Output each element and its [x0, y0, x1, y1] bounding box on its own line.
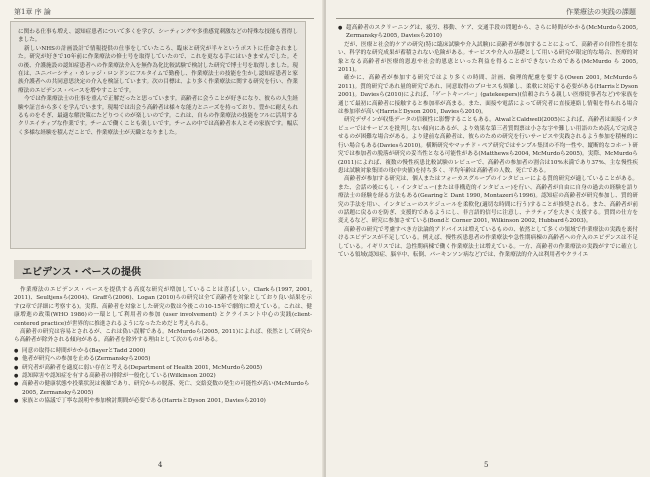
body-paragraph: 確かに、高齢者が参加する研究ではより多くの時間、計画、倫理的配慮を要する(Owen 2001, McMurdoら2011)。質的研究であれ量的研究であれ、同意取得のプロセスも煩雑し、柔軟に対応する必要がある(HarrisとDyson 2001)。Daviesら(2010)によれば、「ゲートキーパー」(gatekeepers)(信頼されうる親しい医療従事者など)や家族を通じて最初に高齢者に接触すると参加率が高まる。また、面接や電話によって研究者に直接連絡し情報を得られる場合は参加率が高い(HarrisとDyson 2001, Daviesら2010)。: [338, 75, 638, 116]
body-paragraph: 高齢者の研究で考慮すべき方法論的アドバイスは増えているものの、依然として多くの領域で作業療法の実践を裏付けるエビデンスが不足している。例えば、慢性疾患患者の作業療法や急性期病棟の高齢者への介入のエビデンスは不足している。イギリスでは、急性期病棟で働く作業療法士は増えている。一方、高齢者の作業療法の実践がすでに確立している領域(認知症、脳卒中、転倒、パーキンソン病など)では、作業療法的介入は利用者やクライエ: [338, 226, 638, 258]
list-item: ● 同意の取得に時間がかかる(BayerとTadd 2000): [14, 347, 312, 355]
body-paragraph: だが、医療と社会的ケアの研究(特に臨床試験や介入試験)に高齢者が参加することによって、高齢者の自律性を損ない、科学的な研究成果が蓄積されない危険がある。サービスや介入の基礎として用いる研究が限定的な場合、医療的対象となる高齢者が医療的恩恵や社会的恩恵といった利益を得ることができないためである(McMurdo ら 2005, 2011)。: [338, 41, 638, 74]
body-paragraph: 高齢者の研究は容易とされるが、これは偽い誤解である。McMurdoら(2005, 2011)によれば、依然として研究から高齢者が除外される傾向がある。高齢者を除外する理由として次のものがある。: [14, 329, 312, 344]
section-heading-bar: [14, 260, 312, 279]
running-head-left: 第1章 序 論: [14, 8, 51, 16]
list-item: ● 研究者が高齢者を適度に弱い存在と考える(Department of Health 2001, McMurdoら2005): [14, 364, 312, 372]
page-number-left: 4: [158, 461, 163, 469]
right-page: [326, 0, 650, 477]
body-paragraph: 高齢者が参加する研究は、個人またはフォーカスグループのインタビューによる質的研究が適していることがある。また、会話の後にもし・インタビュー(または非構造的インタビュー)を行い、高齢者が自由に自身の過去の経験を語り療法士の経験を経る方法もある(Gearingと Dant 1990, Montazeriら1996)。認知症の高齢者が研究参加し、質的研究の手法を用い、インタビューのスケジュールを柔軟化(適切な時間に行う)することが推奨される。また、高齢者が前の話題に戻るのを防ぎ、支援的であるようにし、非言語的信号に注意し、ナラティブを大きく支援する。質問の仕方を変えるなど、研究に参加させている(Bondと Corner 2001, Wilkinson 2002, Hubbardら2003)。: [338, 176, 638, 225]
exclusion-reasons-list: [14, 347, 312, 406]
body-paragraph: 作業療法のエビデンス・ベースを提供する高度な研究が増加していることは喜ばしい。Clarkら(1997, 2001, 2011)、Seultjensら(2004)、Graffら(2006)、Logan (2010)らの研究は全て高齢者を対象としており良い結果を示す(2章で詳細に考察する)。実際、高齢者を対象とした研究の数は今後この10-15年で劇的に増えている。これは、健康増進の政策(WHO 1986)の一環として利用者の参加 (user involvement) とクライエント中心の実践(client-centered practice)が世界的に推進されるようになったためだと考えられる。: [14, 287, 312, 327]
case-study-box: [10, 21, 306, 249]
right-body-text: [338, 22, 638, 259]
page-number-right: 5: [484, 461, 489, 469]
list-item: ● 家族との協議で丁寧な説明や参加検討期間が必要である(HarrisとDyson 2001, Daviesら2010): [14, 397, 312, 405]
running-head-right: 作業療法の実践の課題: [566, 8, 636, 16]
left-page: [0, 0, 324, 477]
left-body-text: [14, 286, 312, 406]
list-item: ● 超高齢者のスクリーニングは、疲労、移動、ケア、交通手段の問題から、さらに時間がかかる(McMurdoら2005, Zermanskyら2005, Daviesら2010): [338, 24, 638, 41]
header-rule-left: [14, 18, 314, 19]
box-paragraph: 今では作業療法士の仕事を重んで正解だったと思っています。高齢者に会うことが好きになり、彼らの人生経験や証言から多くを学んでいます。現場では出会う高齢者は様々な能力とニーズを持っており、豊かに耐えられるものをそぎ、最適な解決策にたどりつくのが楽しいのです。これは、自らの作業療法の技能をフルに活用するクリエイティブな作業です。チームで働くことも楽しいです。チームの中では高齢者本人とその家族です。幅広く多様な経験を積んだことで、作業療法士が天職となりました。: [18, 96, 298, 136]
header-rule-right: [336, 18, 636, 19]
box-paragraph: に関わる仕事も増え、認知症患者について多くを学び、シーティングや多重感覚刺激などの特殊な技能も習得しました。: [18, 29, 298, 44]
list-item: ● 他者が研究への参加を止める(Zermanskyら2005): [14, 355, 312, 363]
list-item: ● 高齢者の健康状態や投薬状況は複雑であり、研究からの脱落、死亡、交絡変数の発生の可能性が高い(McMurdoら2005, Zermanskyら2005): [14, 380, 312, 397]
box-paragraph: 新しいNHSの計画設計で情報提供の仕事をしていたころ、臨床と研究が半々というポストに任命されました。研究が好きで10年前に作業療法の修士号を取得していたので、これを更なる手にはいきませんでした。その後、介護施設の認知症患者への作業療法介入を無作為化比較試験で検討した研究で博士号を取得しました。現在は、ユニバーシティ・カレッジ・ロンドンにフルタイムで勤務し、作業療法士の技能を生かし認知症患者と家族介護者への共同意思決定の介入を検証しています。次の目標は、より多く作業療法に関する研究を行い、作業療法のエビデンス・ベースを増やすことです。: [18, 45, 298, 94]
section-title: エビデンス・ベースの提供: [22, 267, 141, 278]
list-item: ● 認知障害や認知症を有する高齢者の排除が一般化している(Wilkinson 2002): [14, 372, 312, 380]
body-paragraph: 研究デザインが収集データの信頼性に影響することもある。AtwalとCaldwell(2005)によれば、高齢者は面接インタビューではサービスを批判しない傾向にあるが、より効果な第三者質問票は小さな字や難しい用語のため読んで完成させるのが困難な場合がある。より建前な高齢者は、彼らのための研究を行いサービスや実践されるよう参加を積極的に行い場合もある(Daviesら2010)。横断研究やマッチド・ペア研究ではサンプル集団の不均一性や、縦断的なコホート研究では参加者の脱落が研究の妥当性となる可能性がある(Matthewsら2004, McMurdoら2005)。実際、McMurdoら(2011)によれば、複数の慢性疾患比較試験のレビューで、高齢者の参加者の割合は10%未満であり37%、主な慢性疾患は試験対象集団の母(中央値)を持ち多く、平均年齢は高齢者の人数、死亡である。: [338, 117, 638, 174]
continued-list: [338, 24, 638, 41]
